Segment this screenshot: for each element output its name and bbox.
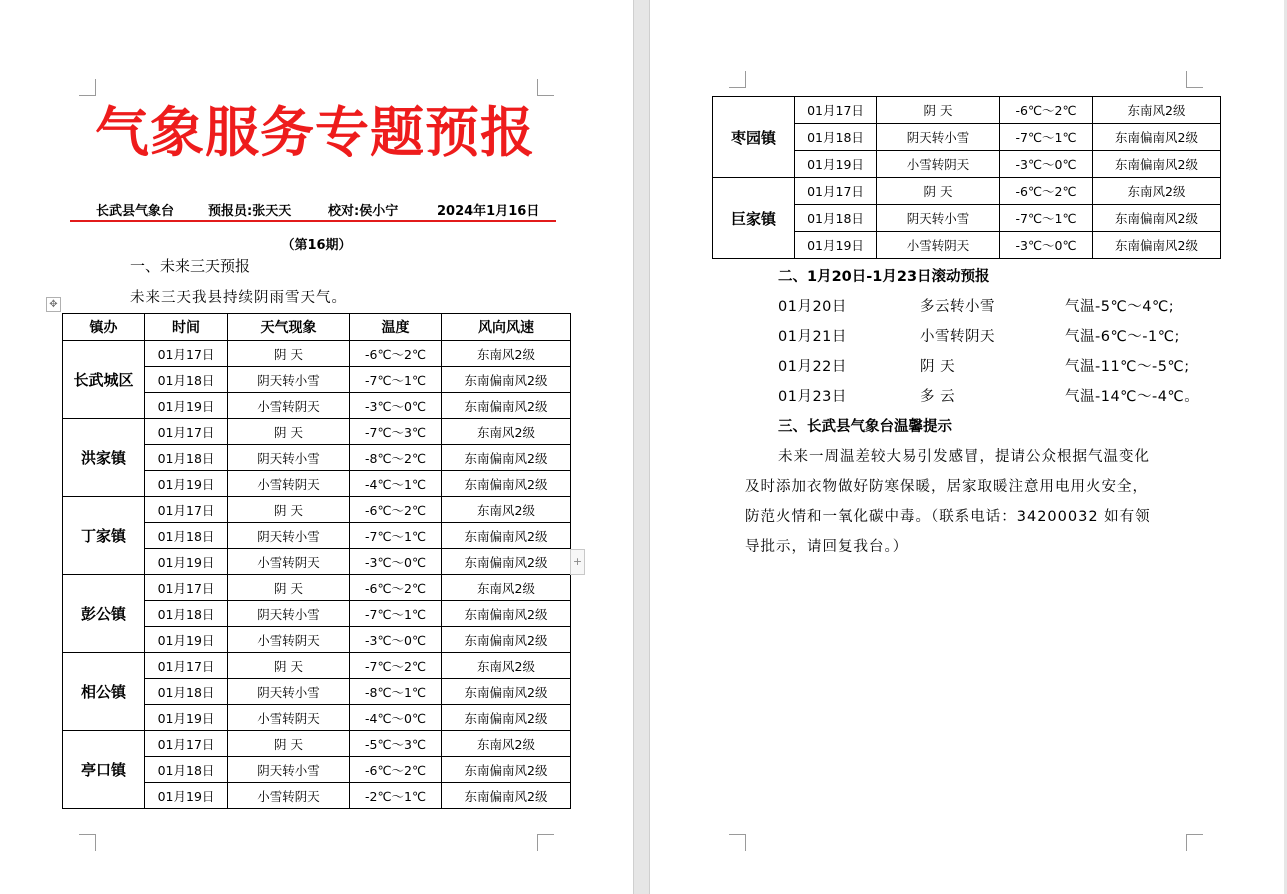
wind-cell: 东南风2级: [1093, 97, 1221, 124]
table-row: [63, 341, 571, 367]
wind-cell: 东南偏南风2级: [442, 627, 571, 653]
temperature-cell: -7℃～1℃: [350, 601, 442, 627]
weather-cell: 阴 天: [877, 97, 1000, 124]
notice-line: 防范火情和一氧化碳中毒。（联系电话：34200032 如有领: [745, 509, 1151, 525]
weather-cell: 小雪转阴天: [228, 549, 350, 575]
rolling-temp: 气温-5℃～4℃;: [1065, 299, 1175, 315]
wind-cell: 东南偏南风2级: [442, 393, 571, 419]
weather-cell: 小雪转阴天: [877, 232, 1000, 259]
header-wind: 风向风速: [442, 314, 571, 341]
crop-mark-top-right: [1186, 71, 1203, 88]
wind-cell: 东南风2级: [442, 653, 571, 679]
weather-cell: 阴 天: [228, 419, 350, 445]
weather-cell: 阴 天: [228, 731, 350, 757]
date-cell: 01月19日: [145, 705, 228, 731]
town-name: 丁家镇: [63, 497, 145, 575]
table-row: [713, 178, 1221, 205]
temperature-cell: -7℃～1℃: [350, 367, 442, 393]
table-row: [713, 97, 1221, 124]
rolling-weather: 阴 天: [920, 359, 956, 375]
temperature-cell: -4℃～0℃: [350, 705, 442, 731]
weather-cell: 阴天转小雪: [228, 367, 350, 393]
rolling-date: 01月21日: [778, 329, 847, 345]
weather-cell: 阴天转小雪: [877, 205, 1000, 232]
rolling-temp: 气温-14℃～-4℃。: [1065, 389, 1200, 405]
rolling-weather: 多 云: [920, 389, 956, 405]
rolling-date: 01月23日: [778, 389, 847, 405]
temperature-cell: -7℃～1℃: [350, 523, 442, 549]
wind-cell: 东南风2级: [442, 497, 571, 523]
header-weather: 天气现象: [228, 314, 350, 341]
temperature-cell: -6℃～2℃: [350, 575, 442, 601]
town-name: 长武城区: [63, 341, 145, 419]
weather-cell: 阴 天: [877, 178, 1000, 205]
weather-cell: 小雪转阴天: [228, 471, 350, 497]
rolling-date: 01月20日: [778, 299, 847, 315]
town-name: 彭公镇: [63, 575, 145, 653]
table-row: [63, 653, 571, 679]
rolling-temp: 气温-11℃～-5℃;: [1065, 359, 1190, 375]
crop-mark-bottom-left: [729, 834, 746, 851]
date-cell: 01月17日: [145, 341, 228, 367]
date-cell: 01月19日: [145, 627, 228, 653]
weather-cell: 阴天转小雪: [228, 757, 350, 783]
wind-cell: 东南偏南风2级: [442, 705, 571, 731]
temperature-cell: -6℃～2℃: [1000, 97, 1093, 124]
crop-mark-bottom-right: [1186, 834, 1203, 851]
temperature-cell: -4℃～1℃: [350, 471, 442, 497]
wind-cell: 东南偏南风2级: [442, 549, 571, 575]
table-row: [63, 497, 571, 523]
temperature-cell: -3℃～0℃: [1000, 232, 1093, 259]
wind-cell: 东南偏南风2级: [442, 523, 571, 549]
weather-cell: 阴天转小雪: [228, 523, 350, 549]
weather-cell: 阴 天: [228, 575, 350, 601]
temperature-cell: -6℃～2℃: [350, 341, 442, 367]
table-row: [63, 419, 571, 445]
date-cell: 01月18日: [795, 124, 877, 151]
rolling-temp: 气温-6℃～-1℃;: [1065, 329, 1180, 345]
date-cell: 01月17日: [145, 575, 228, 601]
date-cell: 01月18日: [145, 601, 228, 627]
temperature-cell: -8℃～1℃: [350, 679, 442, 705]
temperature-cell: -6℃～2℃: [1000, 178, 1093, 205]
weather-cell: 阴 天: [228, 497, 350, 523]
temperature-cell: -6℃～2℃: [350, 497, 442, 523]
weather-cell: 小雪转阴天: [877, 151, 1000, 178]
section2-heading: 二、1月20日-1月23日滚动预报: [778, 269, 990, 285]
temperature-cell: -3℃～0℃: [350, 627, 442, 653]
weather-cell: 阴天转小雪: [228, 445, 350, 471]
date-cell: 01月17日: [145, 497, 228, 523]
table-row: [63, 575, 571, 601]
date-cell: 01月17日: [145, 653, 228, 679]
date-cell: 01月18日: [145, 445, 228, 471]
notice-line: 未来一周温差较大易引发感冒，提请公众根据气温变化: [778, 449, 1150, 465]
forecast-table-right-body: [713, 97, 1221, 259]
date-cell: 01月19日: [795, 151, 877, 178]
weather-cell: 阴天转小雪: [228, 601, 350, 627]
wind-cell: 东南偏南风2级: [442, 445, 571, 471]
temperature-cell: -8℃～2℃: [350, 445, 442, 471]
wind-cell: 东南风2级: [442, 419, 571, 445]
town-name: 枣园镇: [713, 97, 795, 178]
header-date: 时间: [145, 314, 228, 341]
date-cell: 01月19日: [795, 232, 877, 259]
town-name: 相公镇: [63, 653, 145, 731]
wind-cell: 东南偏南风2级: [442, 601, 571, 627]
date-cell: 01月19日: [145, 783, 228, 809]
temperature-cell: -5℃～3℃: [350, 731, 442, 757]
temperature-cell: -3℃～0℃: [350, 549, 442, 575]
header-temperature: 温度: [350, 314, 442, 341]
date-cell: 01月17日: [145, 731, 228, 757]
wind-cell: 东南偏南风2级: [1093, 232, 1221, 259]
date-cell: 01月19日: [145, 471, 228, 497]
date-cell: 01月18日: [145, 679, 228, 705]
date-cell: 01月17日: [795, 97, 877, 124]
crop-mark-top-left: [729, 71, 746, 88]
date-cell: 01月18日: [145, 757, 228, 783]
wind-cell: 东南偏南风2级: [442, 783, 571, 809]
notice-line: 及时添加衣物做好防寒保暖，居家取暖注意用电用火安全，: [745, 479, 1148, 495]
forecast-table-left: [62, 313, 571, 809]
table-header-row: [63, 314, 571, 341]
crop-mark-bottom-left: [79, 834, 96, 851]
byline-station: 长武县气象台: [96, 204, 175, 219]
temperature-cell: -7℃～3℃: [350, 419, 442, 445]
temperature-cell: -2℃～1℃: [350, 783, 442, 809]
forecast-table-right: [712, 96, 1221, 259]
byline-date: 2024年1月16日: [437, 204, 540, 219]
town-name: 洪家镇: [63, 419, 145, 497]
weather-cell: 阴天转小雪: [877, 124, 1000, 151]
wind-cell: 东南偏南风2级: [442, 367, 571, 393]
temperature-cell: -7℃～1℃: [1000, 205, 1093, 232]
section1-summary: 未来三天我县持续阴雨雪天气。: [130, 290, 347, 306]
byline-checker: 校对:侯小宁: [328, 204, 399, 219]
weather-cell: 小雪转阴天: [228, 393, 350, 419]
weather-cell: 小雪转阴天: [228, 783, 350, 809]
wind-cell: 东南偏南风2级: [1093, 124, 1221, 151]
weather-cell: 阴天转小雪: [228, 679, 350, 705]
date-cell: 01月18日: [145, 523, 228, 549]
crop-mark-top-left: [79, 79, 96, 96]
date-cell: 01月19日: [145, 549, 228, 575]
weather-cell: 阴 天: [228, 653, 350, 679]
document-page-1: [0, 0, 633, 894]
crop-mark-top-right: [537, 79, 554, 96]
temperature-cell: -7℃～2℃: [350, 653, 442, 679]
table-row: [63, 731, 571, 757]
town-name: 巨家镇: [713, 178, 795, 259]
town-name: 亭口镇: [63, 731, 145, 809]
wind-cell: 东南风2级: [1093, 178, 1221, 205]
wind-cell: 东南偏南风2级: [442, 471, 571, 497]
header-divider: [70, 220, 556, 222]
wind-cell: 东南偏南风2级: [442, 679, 571, 705]
byline-forecaster: 预报员:张天天: [208, 204, 292, 219]
temperature-cell: -3℃～0℃: [1000, 151, 1093, 178]
crop-mark-bottom-right: [537, 834, 554, 851]
date-cell: 01月18日: [145, 367, 228, 393]
section3-heading: 三、长武县气象台温馨提示: [778, 419, 952, 435]
notice-line: 导批示，请回复我台。）: [745, 539, 909, 555]
rolling-weather: 小雪转阴天: [920, 329, 995, 345]
section1-heading: 一、未来三天预报: [130, 257, 251, 275]
document-title: 气象服务专题预报: [95, 100, 535, 164]
temperature-cell: -3℃～0℃: [350, 393, 442, 419]
wind-cell: 东南风2级: [442, 731, 571, 757]
wind-cell: 东南偏南风2级: [442, 757, 571, 783]
wind-cell: 东南偏南风2级: [1093, 205, 1221, 232]
weather-cell: 阴 天: [228, 341, 350, 367]
issue-number: （第16期）: [281, 238, 352, 253]
table-move-handle-icon[interactable]: ✥: [46, 297, 61, 312]
wind-cell: 东南风2级: [442, 341, 571, 367]
wind-cell: 东南风2级: [442, 575, 571, 601]
date-cell: 01月17日: [145, 419, 228, 445]
forecast-table-left-body: [63, 341, 571, 809]
temperature-cell: -7℃～1℃: [1000, 124, 1093, 151]
add-column-icon[interactable]: +: [570, 549, 585, 575]
rolling-weather: 多云转小雪: [920, 299, 995, 315]
date-cell: 01月17日: [795, 178, 877, 205]
wind-cell: 东南偏南风2级: [1093, 151, 1221, 178]
page-gap: [633, 0, 650, 894]
weather-cell: 小雪转阴天: [228, 627, 350, 653]
temperature-cell: -6℃～2℃: [350, 757, 442, 783]
weather-cell: 小雪转阴天: [228, 705, 350, 731]
date-cell: 01月18日: [795, 205, 877, 232]
rolling-date: 01月22日: [778, 359, 847, 375]
header-town: 镇办: [63, 314, 145, 341]
date-cell: 01月19日: [145, 393, 228, 419]
